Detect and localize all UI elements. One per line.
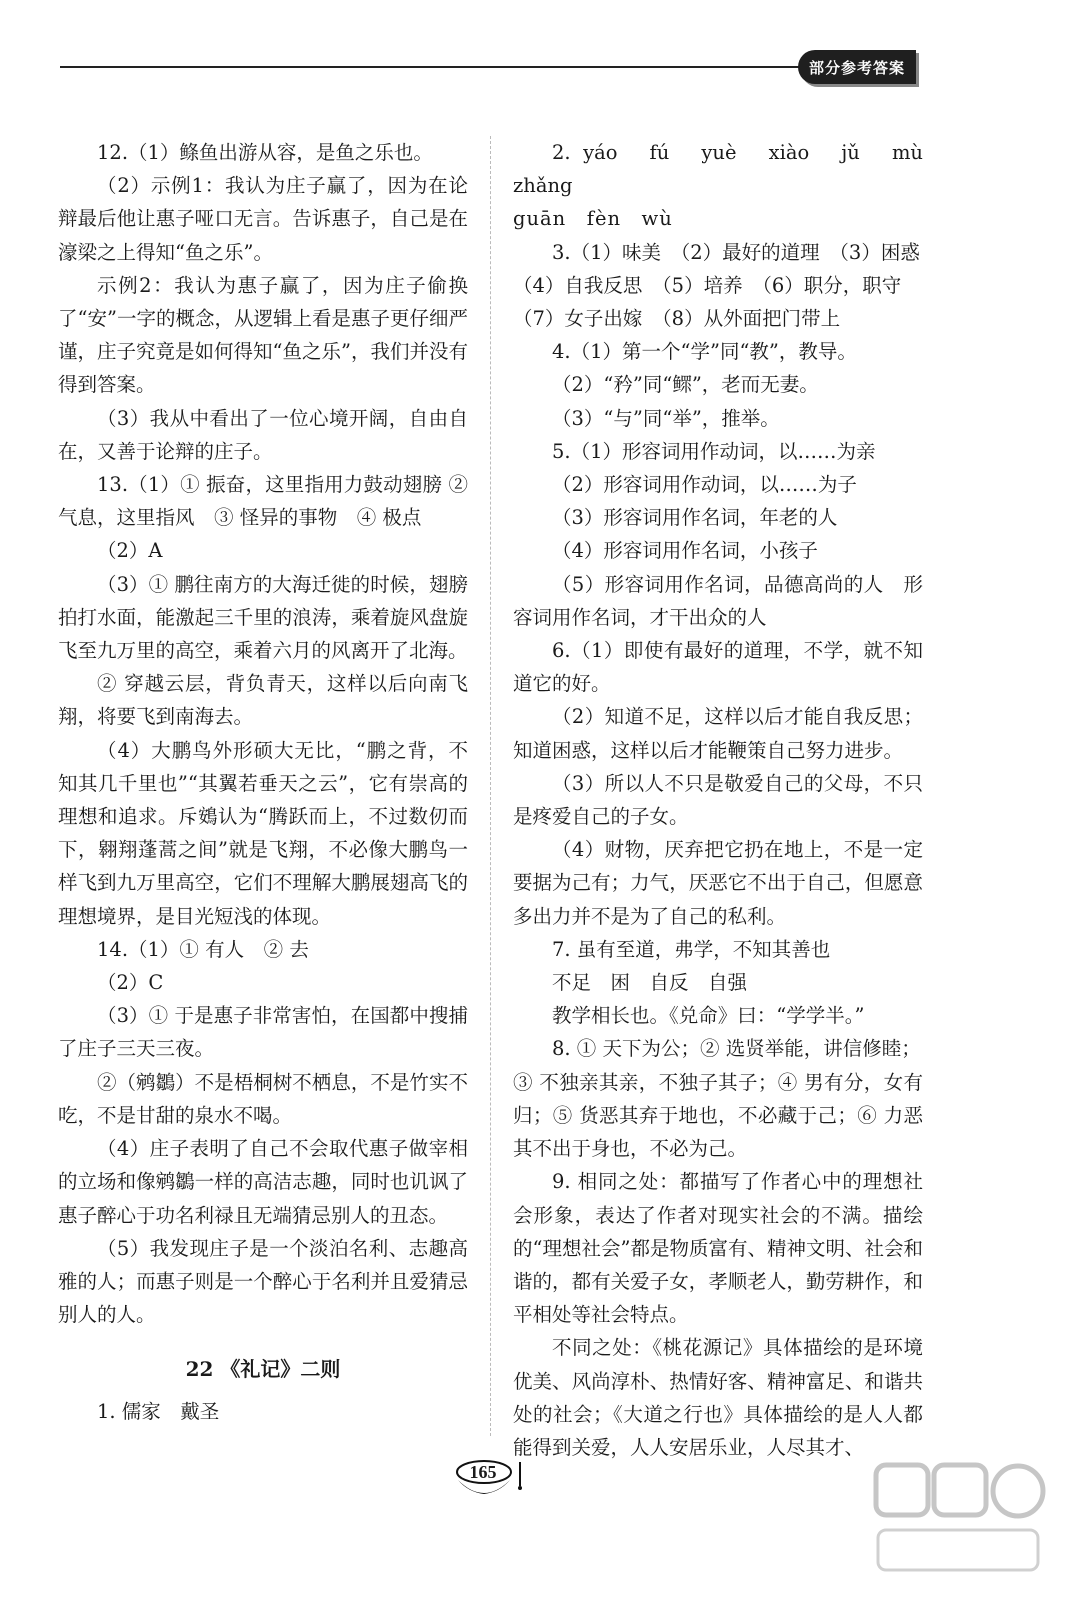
answer-8-a: 8. ① 天下为公；② 选贤举能，讲信修睦； [552,1037,921,1061]
answer-3-c: （7）女子出嫁 （8）从外面把门带上 [513,307,841,331]
answer-5-2: （2）形容词用作动词，以……为子 [552,473,857,497]
answer-6-1: 6.（1）即使有最好的道理，不学，就不知道它的好。 [513,639,923,696]
answer-14-4: （4）庄子表明了自己不会取代惠子做宰相的立场和像鹓鶵一样的高洁志趣，同时也讥讽了惠子醉心于功名利禄且无端猜忌别人的丑态。 [58,1137,468,1227]
answer-7-b: 不足 困 自反 自强 [552,971,748,995]
right-column [513,136,943,1464]
answer-9-same: 9. 相同之处：都描写了作者心中的理想社会形象，表达了作者对现实社会的不满。描绘的“理想社会”都是物质富有、精神文明、社会和谐的，都有关爱子女，孝顺老人，勤劳耕作，和平相处等社会特点。 [513,1170,923,1327]
answer-22-1: 1. 儒家 戴圣 [97,1399,220,1423]
answer-13-1: 13.（1）① 振奋，这里指用力鼓动翅膀 ② 气息，这里指风 ③ 怪异的事物 ④ 极点 [58,473,468,530]
answer-5-3: （3）形容词用作名词，年老的人 [552,506,838,530]
left-column [58,136,468,1428]
answer-6-3: （3）所以人不只是敬爱自己的父母，不只是疼爱自己的子女。 [513,771,923,829]
answer-5-4: （4）形容词用作名词，小孩子 [552,539,818,563]
answer-5-1: 5.（1）形容词用作动词，以……为亲 [552,439,876,463]
column-divider [490,136,491,1436]
section-title: 22 《礼记》二则 [185,1357,341,1382]
answer-3-a: 3.（1）味美 （2）最好的道理 （3）困惑 [552,240,920,264]
answer-13-3-b: ② 穿越云层，背负青天，这样以后向南飞翔，将要飞到南海去。 [58,672,468,729]
answer-14-1: 14.（1）① 有人 ② 去 [97,937,309,961]
answer-6-4: （4）财物，厌弃把它扔在地上，不是一定要据为己有；力气，厌恶它不出于自己，但愿意多出力并不是为了自己的私利。 [513,838,923,928]
answer-14-5: （5）我发现庄子是一个淡泊名利、志趣高雅的人；而惠子则是一个醉心于名利并且爱猜忌别人的人。 [58,1236,468,1327]
answer-9-different: 不同之处：《桃花源记》具体描绘的是环境优美、风尚淳朴、热情好客、精神富足、和谐共处的社会；《大道之行也》具体描绘的是人人都能得到关爱，人人安居乐业，人尽其才、 [513,1336,923,1459]
answer-7-a: 7. 虽有至道，弗学，不知其善也 [552,937,831,961]
answer-14-3-b: ②（鹓鶵）不是梧桐树不栖息，不是竹实不吃，不是甘甜的泉水不喝。 [58,1070,468,1127]
answer-5-5: （5）形容词用作名词，品德高尚的人 形容词用作名词，才干出众的人 [513,572,923,629]
answer-12-2: （2）示例1：我认为庄子赢了，因为在论辩最后他让惠子哑口无言。告诉惠子，自己是在濠梁之上得知“鱼之乐”。 [58,174,468,264]
answer-4-2: （2）“矜”同“鳏”，老而无妻。 [552,373,819,397]
watermark-logo [868,1455,1048,1580]
section-tab: 部分参考答案 [798,50,916,84]
answer-2-pinyin-line1: 2. yáo fú yuè xiào jǔ mù zhǎng [513,141,943,198]
answer-2-pinyin-line2: guān fèn wù [513,207,673,231]
answer-4-1: 4.（1）第一个“学”同“教”，教导。 [552,340,857,364]
page-number: 165 [469,1462,497,1482]
answer-12-2-example2: 示例2：我认为惠子赢了，因为庄子偷换了“安”一字的概念，从逻辑上看是惠子更仔细严谨，庄子究竟是如何得知“鱼之乐”，我们并没有得到答案。 [58,273,468,397]
answer-14-2: （2）C [97,971,164,995]
answer-7-c: 教学相长也。《兑命》曰：“学学半。” [552,1004,865,1028]
answer-6-2: （2）知道不足，这样以后才能自我反思；知道困惑，这样以后才能鞭策自己努力进步。 [513,705,923,762]
answer-12-1: 12.（1）鲦鱼出游从容，是鱼之乐也。 [97,141,433,164]
answer-8-b: ③ 不独亲其亲，不独子其子；④ 男有分，女有归；⑤ 货恶其弃于地也，不必藏于己；⑥ 力恶其不出于身也，不必为己。 [513,1070,923,1161]
header-rule [60,66,800,68]
answer-14-3-a: （3）① 于是惠子非常害怕，在国都中搜捕了庄子三天三夜。 [58,1004,468,1061]
answer-12-3: （3）我从中看出了一位心境开阔，自由自在，又善于论辩的庄子。 [58,406,468,463]
answer-4-3: （3）“与”同“举”，推举。 [552,406,780,430]
answer-13-3-a: （3）① 鹏往南方的大海迁徙的时候，翅膀拍打水面，能激起三千里的浪涛，乘着旋风盘旋飞至九万里的高空，乘着六月的风离开了北海。 [58,572,468,663]
answer-13-4: （4）大鹏鸟外形硕大无比，“鹏之背，不知其几千里也”“其翼若垂天之云”，它有崇高的理想和追求。斥鴳认为“腾跃而上，不过数仞而下，翱翔蓬蒿之间”就是飞翔，不必像大鹏鸟一样飞到九万里高空，它们不理解大鹏展翅高飞的理想境界，是目光短浅的体现。 [58,738,468,928]
answer-13-2: （2）A [97,539,163,563]
answer-3-b: （4）自我反思 （5）培养 （6）职分，职守 [513,273,902,297]
